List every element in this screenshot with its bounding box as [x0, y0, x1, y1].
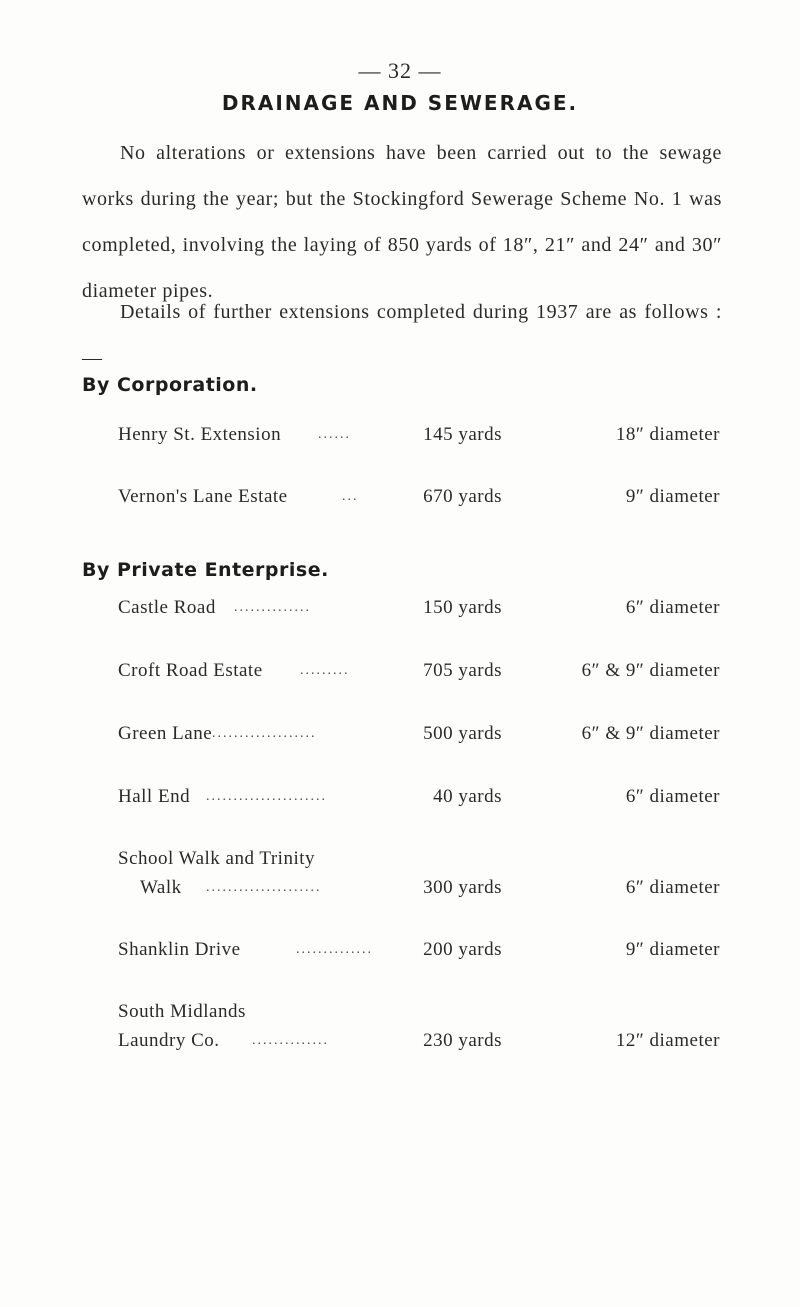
street-name: School Walk and Trinity: [118, 848, 316, 869]
dot-leader: ..............: [234, 600, 311, 615]
length-value: 40 yards: [433, 786, 502, 807]
table-row-continuation: [0, 877, 800, 907]
length-value: 150 yards: [423, 597, 502, 618]
intro-paragraph-text: No alterations or extensions have been carried out to the sewage works during the year; but the Stockingford Sewerage Scheme No. 1 was completed, involving the laying of 850 yards of 18″, 21″ and 24″ and 30″ diameter pipes.: [82, 142, 722, 302]
length-value: 230 yards: [423, 1030, 502, 1051]
diameter-value: 12″ diameter: [615, 1030, 720, 1051]
diameter-value: 6″ & 9″ diameter: [581, 660, 720, 681]
details-paragraph: [82, 289, 722, 381]
table-row: [0, 660, 800, 690]
table-row: [0, 597, 800, 627]
dot-leader: ..............: [296, 942, 373, 957]
street-name: Hall End: [118, 786, 191, 807]
diameter-value: 6″ & 9″ diameter: [581, 723, 720, 744]
street-name: Shanklin Drive: [118, 939, 241, 960]
dot-leader: ...: [342, 489, 359, 504]
section-heading-private: By Private Enterprise.: [82, 559, 329, 581]
table-row: [0, 1001, 800, 1031]
street-name: South Midlands: [118, 1001, 246, 1022]
dot-leader: ......................: [206, 789, 327, 804]
table-row: [0, 486, 800, 516]
table-row-continuation: [0, 1030, 800, 1060]
diameter-value: 9″ diameter: [625, 939, 720, 960]
street-name-continued: Walk: [140, 877, 182, 898]
diameter-value: 6″ diameter: [625, 597, 720, 618]
street-name: Henry St. Extension: [118, 424, 282, 445]
intro-paragraph: [82, 130, 722, 314]
page-number: — 32 —: [358, 58, 442, 83]
table-row: [0, 786, 800, 816]
table-row: [0, 848, 800, 878]
length-value: 145 yards: [423, 424, 502, 445]
dot-leader: .....................: [206, 880, 322, 895]
length-value: 705 yards: [423, 660, 502, 681]
diameter-value: 18″ diameter: [615, 424, 720, 445]
diameter-value: 6″ diameter: [625, 877, 720, 898]
dot-leader: ......: [318, 427, 351, 442]
length-value: 670 yards: [423, 486, 502, 507]
page-title: DRAINAGE AND SEWERAGE.: [221, 91, 579, 115]
length-value: 200 yards: [423, 939, 502, 960]
length-value: 300 yards: [423, 877, 502, 898]
length-value: 500 yards: [423, 723, 502, 744]
dot-leader: .........: [300, 663, 350, 678]
section-heading-corporation: By Corporation.: [82, 374, 258, 396]
details-paragraph-text: Details of further extensions completed during 1937 are as follows :—: [82, 301, 722, 369]
table-row: [0, 723, 800, 753]
diameter-value: 9″ diameter: [625, 486, 720, 507]
table-row: [0, 939, 800, 969]
street-name: Castle Road: [118, 597, 216, 618]
dot-leader: ...................: [212, 726, 317, 741]
diameter-value: 6″ diameter: [625, 786, 720, 807]
street-name-continued: Laundry Co.: [118, 1030, 220, 1051]
street-name: Vernon's Lane Estate: [118, 486, 288, 507]
street-name: Green Lane: [118, 723, 213, 744]
street-name: Croft Road Estate: [118, 660, 263, 681]
dot-leader: ..............: [252, 1033, 329, 1048]
table-row: [0, 424, 800, 454]
